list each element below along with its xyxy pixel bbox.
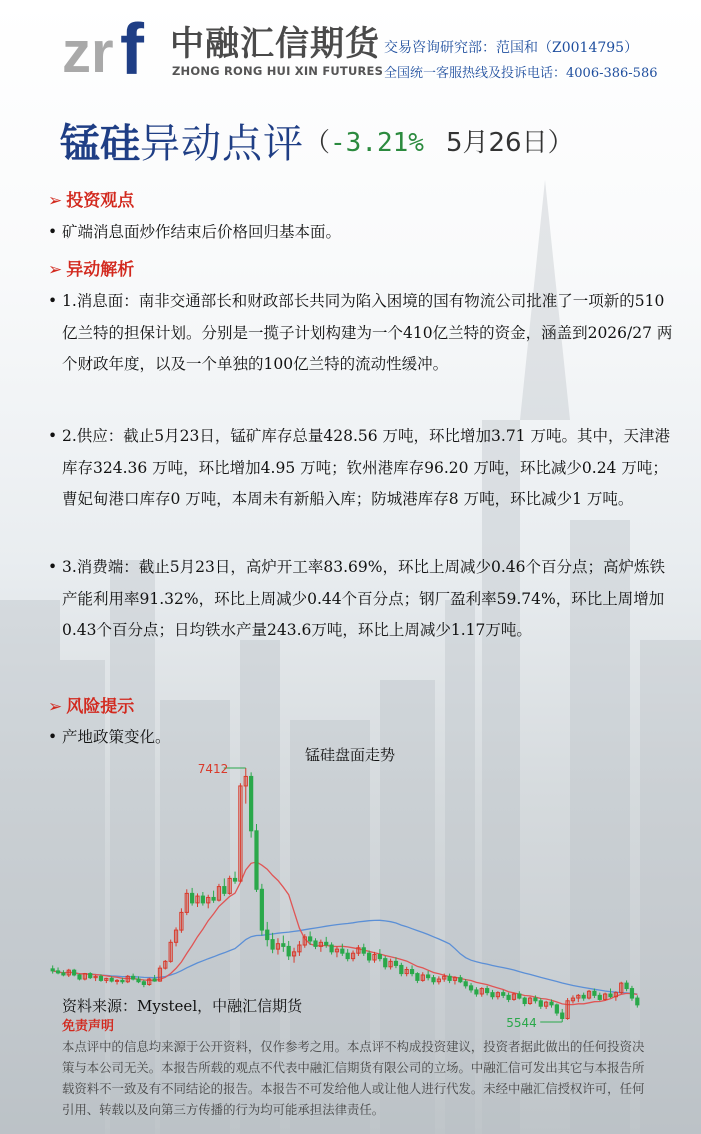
candle-body: [362, 948, 365, 953]
candle-body: [410, 970, 413, 974]
candle-body: [99, 976, 102, 980]
hotline-line: 全国统一客服热线及投诉电话：4006-386-586: [384, 66, 658, 81]
candle-body: [346, 953, 349, 958]
bullet-icon: •: [48, 427, 58, 445]
candle-body: [325, 942, 328, 945]
candle-body: [475, 990, 478, 994]
candle-body: [191, 893, 194, 903]
candle-body: [378, 955, 381, 959]
candle-body: [384, 959, 387, 967]
candle-body: [593, 991, 596, 995]
candle-body: [282, 944, 285, 947]
candle-body: [212, 897, 215, 900]
researcher-line: 交易咨询研究部：范国和（Z0014795）: [384, 40, 639, 56]
candle-body: [502, 993, 505, 996]
bullet-icon: •: [48, 728, 58, 746]
section-heading-analysis: ➢ 异动解析: [48, 260, 135, 280]
candle-body: [314, 941, 317, 946]
candle-body: [394, 961, 397, 965]
analysis-item-3: • 3.消费端：截止5月23日，高炉开工率83.69%，环比上周减少0.46个百分点；高炉炼铁产能利用率91.32%，环比上周减少0.44个百分点；钢厂盈利率59.74%，环比上周增加0.43个百分点；日均铁水产量243.6万吨，环比上周减少1.17万吨。: [48, 552, 673, 647]
candle-body: [260, 889, 263, 930]
analysis-item-1: • 1.消息面：南非交通部长和财政部长共同为陷入困境的国有物流公司批准了一项新的510亿兰特的担保计划。分别是一揽子计划构建为一个410亿兰特的资金，涵盖到2026/27 两个财政年度，以及一个单独的100亿兰特的流动性缓冲。: [48, 286, 673, 381]
section-heading-view: ➢ 投资观点: [48, 191, 135, 211]
candle-body: [400, 965, 403, 973]
title-change: -3.21%: [330, 128, 424, 158]
candle-body: [625, 983, 628, 988]
candle-body: [368, 953, 371, 960]
company-name-cn: 中融汇信期货: [170, 24, 380, 64]
title-topic: 异动点评: [140, 121, 304, 167]
arrow-icon: ➢: [48, 260, 63, 280]
candle-body: [271, 940, 274, 950]
bullet-icon: •: [48, 292, 58, 310]
candle-body: [598, 995, 601, 999]
report-title: [60, 112, 574, 169]
candle-body: [523, 998, 526, 1003]
disclaimer-title: 免责声明: [62, 1019, 115, 1034]
candle-body: [73, 970, 76, 975]
candle-body: [266, 930, 269, 940]
candle-body: [250, 776, 253, 830]
candle-body: [51, 969, 54, 971]
svg-text:zr: zr: [62, 20, 114, 80]
candle-body: [121, 980, 124, 981]
bullet-icon: •: [48, 558, 58, 576]
arrow-icon: ➢: [48, 191, 63, 211]
candle-body: [309, 937, 312, 941]
candle-body: [491, 993, 494, 997]
candle-body: [555, 1005, 558, 1013]
data-source: 资料来源：Mysteel，中融汇信期货: [62, 997, 303, 1015]
candle-body: [539, 1001, 542, 1006]
low-price-label: 5544: [506, 1016, 537, 1030]
candle-body: [255, 831, 258, 889]
candle-body: [142, 982, 145, 985]
section-heading-risk: ➢ 风险提示: [48, 697, 135, 717]
risk-paragraph: • 产地政策变化。: [48, 722, 673, 754]
title-open-paren: （: [304, 128, 331, 158]
candle-body: [561, 1013, 564, 1018]
candle-body: [341, 949, 344, 953]
candle-body: [78, 975, 81, 979]
candle-body: [287, 946, 290, 956]
candle-body: [56, 971, 59, 973]
candle-body: [582, 995, 585, 998]
candle-body: [110, 978, 113, 981]
candle-body: [330, 945, 333, 952]
ma-short-line: [53, 862, 638, 1005]
candle-body: [469, 986, 472, 990]
header: [0, 0, 701, 95]
candle-body: [223, 887, 226, 894]
candle-body: [550, 1002, 553, 1005]
chart-title: 锰硅盘面走势: [305, 746, 396, 764]
candle-body: [432, 978, 435, 982]
candle-body: [630, 989, 633, 999]
candle-body: [518, 994, 521, 998]
title-commodity: 锰硅: [60, 121, 140, 167]
candle-body: [233, 878, 236, 881]
company-name-en: ZHONG RONG HUI XIN FUTURES: [172, 64, 384, 78]
candle-body: [62, 973, 65, 975]
candle-body: [201, 896, 204, 903]
ma-long-line: [53, 920, 638, 994]
candle-body: [534, 998, 537, 1001]
svg-text:f: f: [120, 12, 144, 80]
candle-body: [427, 975, 430, 978]
candle-body: [416, 974, 419, 981]
candle-body: [609, 994, 612, 997]
title-date: 5月26日）: [445, 128, 574, 158]
arrow-icon: ➢: [48, 697, 63, 717]
analysis-item-2: • 2.供应：截止5月23日，锰矿库存总量428.56 万吨，环比增加3.71 万吨。其中，天津港库存324.36 万吨，环比增加4.95 万吨；钦州港库存96.20 万吨，环比减少0.24 万吨；曹妃甸港口库存0 万吨，本周未有新船入库；防城港库存8 万吨，环比减少1 万吨。: [48, 421, 673, 516]
candle-body: [507, 995, 510, 999]
disclaimer-body: 本点评中的信息均来源于公开资料，仅作参考之用。本点评不构成投资建议，投资者据此做出的任何投资决策与本公司无关。本报告所载的观点不代表中融汇信期货有限公司的立场。中融汇信可发出其它与本报告所载资料不一致及有不同结论的报告。本报告不可发给他人或让他人进行代发。未经中融汇信授权许可，任何引用、转载以及向第三方传播的行为均可能承担法律责任。: [62, 1039, 645, 1117]
high-price-label: 7412: [197, 762, 229, 776]
candle-body: [459, 978, 462, 982]
candle-body: [636, 998, 639, 1005]
view-paragraph: • 矿端消息面炒作结束后价格回归基本面。: [48, 217, 673, 249]
candle-body: [89, 974, 92, 978]
candle-body: [448, 976, 451, 980]
candle-body: [132, 976, 135, 979]
bullet-icon: •: [48, 223, 58, 241]
company-logo-icon: [62, 12, 162, 80]
candle-body: [153, 979, 156, 981]
candle-body: [137, 979, 140, 982]
candle-body: [464, 982, 467, 986]
candle-body: [486, 989, 489, 993]
candle-body: [115, 980, 118, 981]
